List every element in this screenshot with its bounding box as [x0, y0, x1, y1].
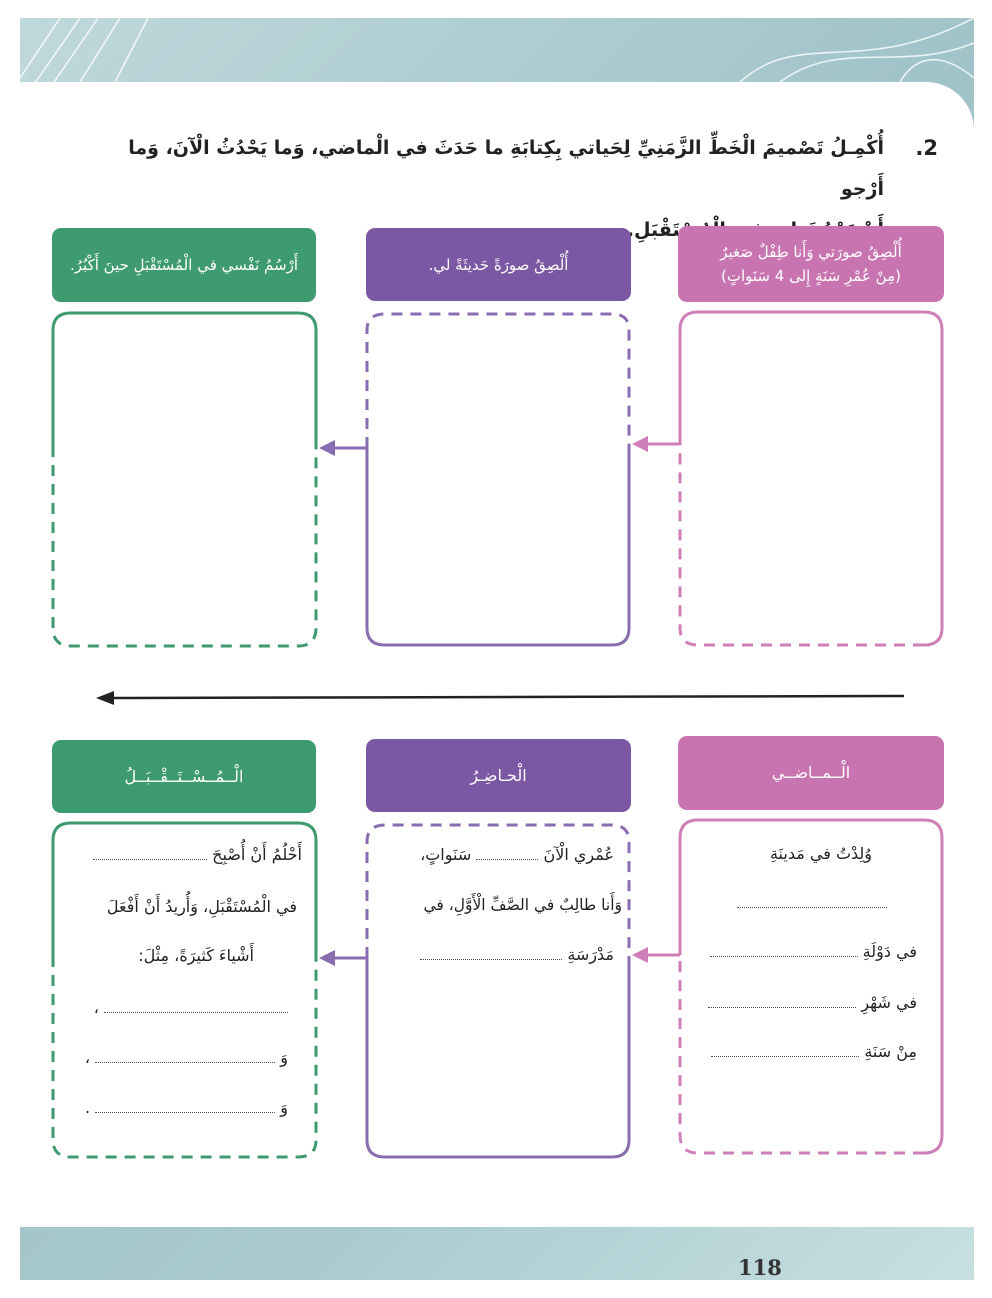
present-text-box-solid	[367, 958, 629, 1157]
future-header-label: الْــمُــسْــتَــقْــبَــلُ	[124, 766, 244, 786]
year-blank-field[interactable]	[711, 1044, 859, 1057]
present-to-future-bottom-arrow-head	[319, 950, 335, 966]
future-item-2-start: وَ	[280, 1048, 288, 1067]
city-blank-field[interactable]	[737, 895, 887, 908]
past-line-2: في دَوْلَةِ	[862, 942, 917, 961]
past-header	[678, 736, 944, 810]
past-city-blank[interactable]	[737, 893, 887, 912]
instruction-line-2: الْمُسْتَقْبَلِ.	[626, 219, 726, 241]
future-header	[52, 740, 316, 813]
past-to-present-bottom-arrow-head	[632, 947, 648, 963]
timeline-arrow-head	[96, 691, 114, 705]
past-line-1: وُلِدْتُ في مَدينَةِ	[769, 844, 872, 863]
future-line-2: في الْمُسْتَقْبَلِ، وَأُريدُ أَنْ أَفْعَلَ	[106, 897, 297, 916]
past-photo-box-solid	[680, 312, 942, 645]
future-item-3-field[interactable]	[95, 1100, 275, 1113]
past-month	[708, 993, 917, 1012]
month-blank-field[interactable]	[708, 995, 856, 1008]
past-photo-line-2: (مِنْ عُمْرِ سَنَةٍ إِلى 4 سَنَواتٍ)	[721, 267, 901, 285]
future-line-1: أَحْلُمُ أَنْ أُصْبِحَ	[212, 845, 302, 864]
past-photo-box-dashed	[680, 444, 924, 645]
future-drawing-label: أَرْسُمُ نَفْسي في الْمُسْتَقْبَلِ حينَ أَكْبُرُ.	[70, 256, 299, 274]
past-to-present-arrow-head	[632, 436, 648, 452]
present-line-2: وَأَنا طالِبٌ في الصَّفِّ الْأَوَّلِ، في	[423, 896, 622, 914]
dream-blank-field[interactable]	[93, 847, 207, 860]
present-age-line	[420, 845, 614, 864]
present-photo-label: أُلْصِقُ صورَةً حَديثَةً لي.	[428, 255, 569, 274]
present-school-line	[420, 945, 614, 964]
exercise-number: 2.	[915, 136, 938, 160]
past-line-4: مِنْ سَنَةِ	[864, 1042, 917, 1061]
page-number: 118	[738, 1255, 782, 1280]
past-line-3: في شَهْرِ	[861, 993, 917, 1012]
present-line-3: مَدْرَسَةِ	[567, 945, 614, 964]
future-item-3	[85, 1098, 288, 1117]
future-wish-line	[107, 897, 297, 916]
future-item-3-end: .	[84, 1098, 91, 1117]
present-header-label: الْحـاضِـرُ	[470, 765, 527, 785]
future-item-2-end: ،	[84, 1048, 91, 1067]
future-line-3: أَشْياءَ كَثيرَةً، مِثْلَ:	[138, 946, 254, 965]
past-text-box-solid	[680, 820, 942, 1153]
timeline-line	[112, 696, 904, 698]
future-text-box-solid	[53, 823, 316, 956]
age-blank-field[interactable]	[476, 847, 538, 860]
present-line-1a: عُمْري الْآنَ	[543, 845, 614, 864]
present-header	[366, 739, 631, 812]
future-item-2	[85, 1048, 288, 1067]
instruction-line-1: أُكْمِـلُ تَصْميمَ الْخَطِّ الزَّمَنِيِّ لِحَياتي بِكِتابَةِ ما حَدَثَ في الْماضي، وَما يَحْدُثُ الْآنَ، وَما أَرْجو	[128, 137, 884, 200]
past-header-label: الْــمــاضــي	[771, 763, 851, 782]
present-to-future-arrow-head	[319, 440, 335, 456]
past-photo-line-1: أُلْصِقُ صورَتي وَأَنا طِفْلٌ صَغيرٌ	[720, 243, 902, 261]
past-year	[711, 1042, 917, 1061]
present-grade-line	[423, 896, 622, 914]
future-item-1-field[interactable]	[104, 1000, 288, 1013]
present-photo-box-solid	[367, 448, 629, 645]
future-things-line	[138, 946, 254, 965]
future-item-3-start: وَ	[280, 1098, 288, 1117]
future-item-2-field[interactable]	[95, 1050, 275, 1063]
present-line-1b: سَنَواتٍ،	[420, 845, 472, 864]
past-country	[710, 942, 917, 961]
country-blank-field[interactable]	[710, 944, 858, 957]
future-item-1-end: ،	[93, 998, 99, 1017]
future-item-1	[94, 998, 288, 1017]
school-blank-field[interactable]	[420, 947, 562, 960]
future-dream-line	[93, 845, 302, 864]
past-born-city	[770, 844, 872, 863]
future-drawing-box-dashed	[53, 446, 316, 646]
present-photo-box-dashed	[367, 314, 629, 448]
future-drawing-box-solid	[53, 313, 316, 446]
